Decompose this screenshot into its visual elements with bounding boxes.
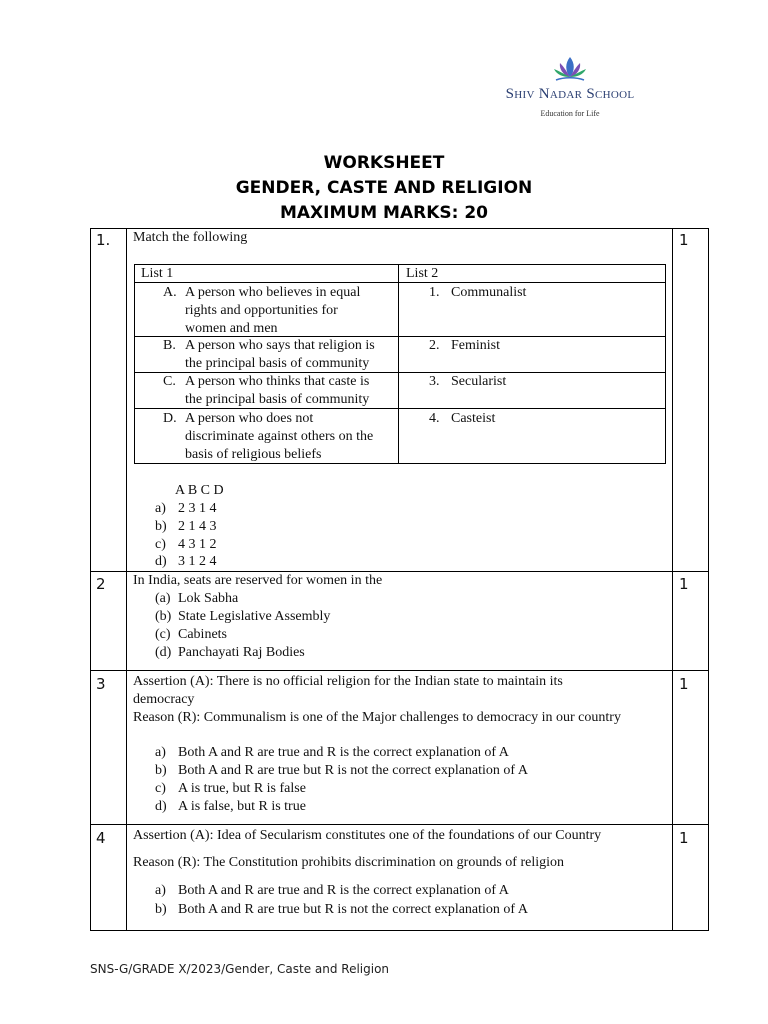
- option-label: (d): [155, 645, 172, 660]
- option-text: 2 3 1 4: [178, 501, 217, 516]
- option-text: 3 1 2 4: [178, 554, 217, 569]
- answer-key-header: A B C D: [175, 483, 224, 498]
- reason-text: Reason (R): Communalism is one of the Major challenges to democracy in our country: [133, 710, 621, 725]
- school-logo: [500, 55, 640, 125]
- match-row-number: 1.: [429, 285, 440, 300]
- question-marks: 1: [679, 829, 689, 847]
- list2-header: List 2: [406, 266, 439, 281]
- option-label: a): [155, 883, 166, 898]
- match-row-letter: A.: [163, 285, 177, 300]
- school-tagline: Education for Life: [540, 109, 600, 118]
- match-row-number: 4.: [429, 411, 440, 426]
- match-row-letter: C.: [163, 374, 176, 389]
- match-row-number: 2.: [429, 338, 440, 353]
- option-label: b): [155, 519, 167, 534]
- option-text: Both A and R are true but R is not the correct explanation of A: [178, 902, 528, 917]
- row-divider: [90, 670, 709, 671]
- option-label: c): [155, 781, 166, 796]
- option-label: b): [155, 763, 167, 778]
- option-text: Both A and R are true and R is the correct explanation of A: [178, 883, 509, 898]
- match-table-row-line: [134, 282, 666, 283]
- question-prompt: In India, seats are reserved for women in the: [133, 573, 383, 588]
- column-divider: [126, 228, 127, 931]
- row-divider: [90, 824, 709, 825]
- option-text: A is false, but R is true: [178, 799, 306, 814]
- school-name: Shiv Nadar School: [505, 86, 635, 102]
- match-row-text: A person who thinks that caste is the principal basis of community: [185, 374, 370, 407]
- lotus-icon: [552, 55, 588, 85]
- option-text: Both A and R are true but R is not the correct explanation of A: [178, 763, 528, 778]
- list1-header: List 1: [141, 266, 174, 281]
- match-row-term: Secularist: [451, 374, 507, 389]
- page-footer: SNS-G/GRADE X/2023/Gender, Caste and Religion: [90, 962, 390, 976]
- option-label: a): [155, 745, 166, 760]
- assertion-text: Assertion (A): There is no official religion for the Indian state to maintain its: [133, 674, 563, 689]
- match-row-term: Feminist: [451, 338, 501, 353]
- match-row-number: 3.: [429, 374, 440, 389]
- option-text: A is true, but R is false: [178, 781, 306, 796]
- match-row-term: Casteist: [451, 411, 496, 426]
- option-label: a): [155, 501, 166, 516]
- option-label: b): [155, 902, 167, 917]
- match-row-text: A person who does not discriminate against others on the basis of religious beliefs: [185, 411, 374, 462]
- option-text: 2 1 4 3: [178, 519, 217, 534]
- column-divider: [672, 228, 673, 931]
- assertion-text: Assertion (A): Idea of Secularism constitutes one of the foundations of our Country: [133, 828, 602, 843]
- option-text: Cabinets: [178, 627, 227, 642]
- option-text: 4 3 1 2: [178, 537, 217, 552]
- option-label: (a): [155, 591, 171, 606]
- question-marks: 1: [679, 675, 689, 693]
- assertion-text-continued: democracy: [133, 692, 195, 707]
- worksheet-topic: GENDER, CASTE AND RELIGION: [235, 178, 533, 198]
- question-number: 4: [96, 829, 106, 847]
- option-text: Lok Sabha: [178, 591, 239, 606]
- option-label: d): [155, 799, 167, 814]
- option-label: (c): [155, 627, 171, 642]
- match-row-text: A person who believes in equal rights and opportunities for women and men: [185, 285, 361, 336]
- question-number: 1.: [96, 231, 111, 249]
- match-table-divider: [398, 264, 399, 464]
- question-marks: 1: [679, 231, 689, 249]
- worksheet-title: WORKSHEET: [323, 153, 445, 173]
- option-text: State Legislative Assembly: [178, 609, 331, 624]
- match-row-text: A person who says that religion is the principal basis of community: [185, 338, 375, 371]
- option-label: c): [155, 537, 166, 552]
- match-row-letter: B.: [163, 338, 176, 353]
- option-label: (b): [155, 609, 172, 624]
- question-marks: 1: [679, 575, 689, 593]
- reason-text: Reason (R): The Constitution prohibits discrimination on grounds of religion: [133, 855, 564, 870]
- question-number: 2: [96, 575, 106, 593]
- worksheet-header: [0, 151, 768, 226]
- option-text: Both A and R are true and R is the correct explanation of A: [178, 745, 509, 760]
- worksheet-max-marks: MAXIMUM MARKS: 20: [279, 203, 489, 223]
- option-text: Panchayati Raj Bodies: [178, 645, 305, 660]
- option-label: d): [155, 554, 167, 569]
- match-row-letter: D.: [163, 411, 177, 426]
- match-row-term: Communalist: [451, 285, 527, 300]
- question-prompt: Match the following: [133, 230, 248, 245]
- question-number: 3: [96, 675, 106, 693]
